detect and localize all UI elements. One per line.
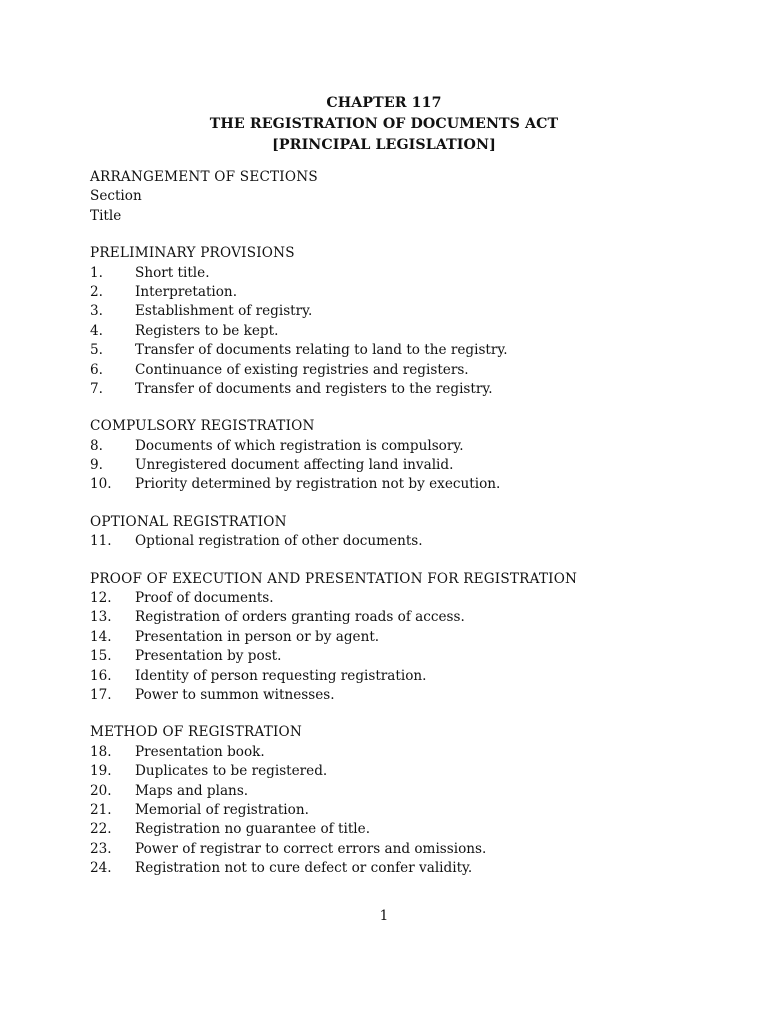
section-number: 14. xyxy=(90,628,112,645)
section-title: Unregistered document affecting land invalid. xyxy=(135,457,454,474)
section-entry xyxy=(90,859,710,878)
section-number: 2. xyxy=(90,283,103,300)
section-title: Registers to be kept. xyxy=(135,322,279,339)
section-entry xyxy=(90,782,710,801)
section-title: Registration no guarantee of title. xyxy=(135,821,371,838)
section-number: 20. xyxy=(90,782,112,799)
section-entry xyxy=(90,840,710,859)
section-title: Establishment of registry. xyxy=(135,303,313,320)
section-number: 4. xyxy=(90,322,103,339)
section-entry xyxy=(90,801,710,820)
section-entry xyxy=(90,361,710,380)
part-heading: PROOF OF EXECUTION AND PRESENTATION FOR REGISTRATION xyxy=(90,570,578,587)
section-entry xyxy=(90,322,710,341)
section-number: 12. xyxy=(90,590,112,607)
section-number: 5. xyxy=(90,342,103,359)
section-title: Priority determined by registration not by execution. xyxy=(135,476,501,493)
arrangement-heading: ARRANGEMENT OF SECTIONS xyxy=(90,169,318,185)
section-number: 13. xyxy=(90,609,112,626)
column-label-section: Section xyxy=(90,188,142,205)
section-entry xyxy=(90,667,710,686)
section-entry xyxy=(90,628,710,647)
section-title: Maps and plans. xyxy=(135,782,249,799)
section-entry xyxy=(90,608,710,627)
section-title: Presentation book. xyxy=(135,743,265,760)
section-number: 22. xyxy=(90,821,112,838)
section-number: 8. xyxy=(90,437,103,454)
section-title: Optional registration of other documents. xyxy=(135,533,423,550)
section-number: 21. xyxy=(90,801,112,818)
section-title: Short title. xyxy=(135,264,210,281)
section-entry xyxy=(90,437,710,456)
act-title: THE REGISTRATION OF DOCUMENTS ACT xyxy=(209,116,559,132)
document-header xyxy=(0,93,768,156)
section-number: 18. xyxy=(90,743,112,760)
section-title: Presentation in person or by agent. xyxy=(135,628,380,645)
part-heading: PRELIMINARY PROVISIONS xyxy=(90,245,295,262)
section-number: 17. xyxy=(90,686,112,703)
section-title: Power to summon witnesses. xyxy=(135,686,335,703)
section-entry xyxy=(90,762,710,781)
section-number: 24. xyxy=(90,860,112,877)
section-entry xyxy=(90,820,710,839)
section-entry xyxy=(90,380,710,399)
parts-list xyxy=(90,244,710,878)
section-title: Registration of orders granting roads of access. xyxy=(135,609,465,626)
section-title: Registration not to cure defect or confer validity. xyxy=(135,860,473,877)
section-number: 9. xyxy=(90,457,103,474)
arrangement-of-sections xyxy=(90,168,710,879)
legislation-type: [PRINCIPAL LEGISLATION] xyxy=(272,137,496,153)
section-entry xyxy=(90,686,710,705)
section-number: 11. xyxy=(90,533,112,550)
section-entry xyxy=(90,589,710,608)
section-entry xyxy=(90,341,710,360)
section-entry xyxy=(90,475,710,494)
section-title: Transfer of documents and registers to the registry. xyxy=(135,380,493,397)
section-title: Interpretation. xyxy=(135,283,238,300)
section-entry xyxy=(90,647,710,666)
section-title: Transfer of documents relating to land to the registry. xyxy=(135,342,508,359)
section-title: Presentation by post. xyxy=(135,648,282,665)
section-number: 6. xyxy=(90,361,103,378)
section-number: 10. xyxy=(90,476,112,493)
section-number: 19. xyxy=(90,763,112,780)
section-number: 16. xyxy=(90,667,112,684)
part-heading: COMPULSORY REGISTRATION xyxy=(90,418,315,435)
section-number: 7. xyxy=(90,380,103,397)
section-number: 3. xyxy=(90,303,103,320)
section-title: Proof of documents. xyxy=(135,590,274,607)
section-entry xyxy=(90,283,710,302)
section-entry xyxy=(90,302,710,321)
section-title: Memorial of registration. xyxy=(135,801,309,818)
section-entry xyxy=(90,264,710,283)
chapter-number: CHAPTER 117 xyxy=(326,95,442,111)
section-number: 15. xyxy=(90,648,112,665)
section-title: Documents of which registration is compulsory. xyxy=(135,437,464,454)
section-entry xyxy=(90,743,710,762)
part-heading: METHOD OF REGISTRATION xyxy=(90,724,302,741)
section-number: 1. xyxy=(90,264,103,281)
section-number: 23. xyxy=(90,840,112,857)
column-label-title: Title xyxy=(90,207,122,224)
section-title: Identity of person requesting registration. xyxy=(135,667,427,684)
section-entry xyxy=(90,456,710,475)
section-entry xyxy=(90,532,710,551)
page-number: 1 xyxy=(379,908,389,924)
section-title: Continuance of existing registries and registers. xyxy=(135,361,469,378)
section-title: Power of registrar to correct errors and omissions. xyxy=(135,840,487,857)
section-title: Duplicates to be registered. xyxy=(135,763,328,780)
part-heading: OPTIONAL REGISTRATION xyxy=(90,513,287,530)
